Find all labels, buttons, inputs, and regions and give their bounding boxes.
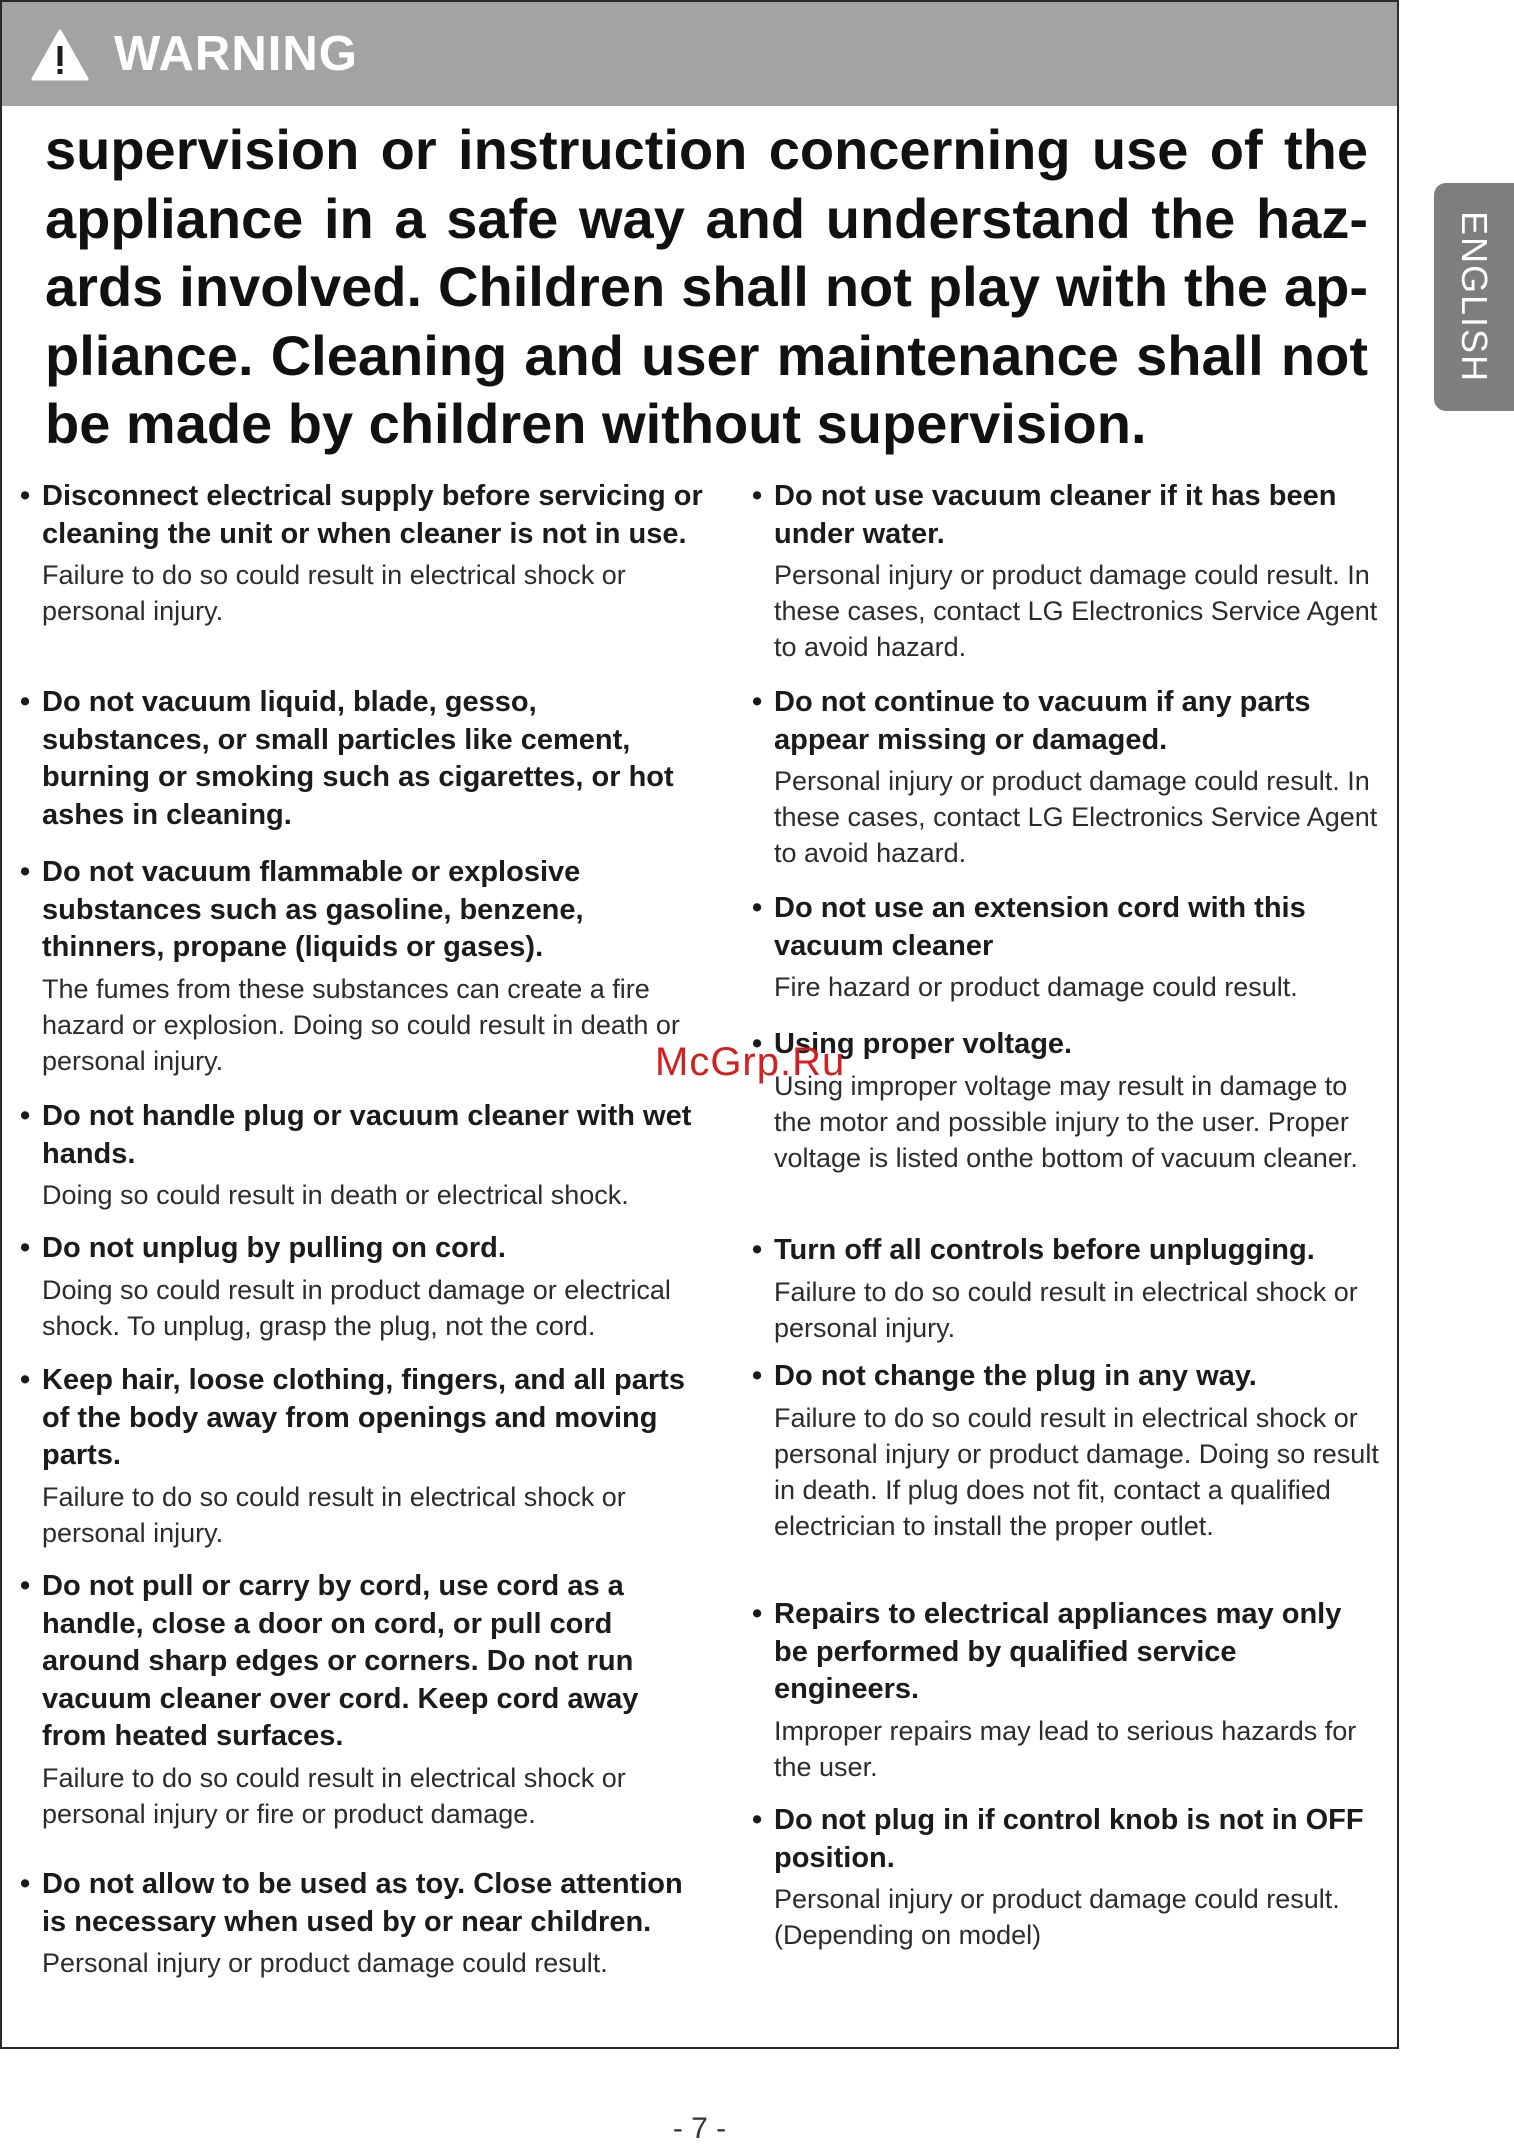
list-item — [20, 478, 710, 629]
item-description: Doing so could result in product damage or electrical shock. To unplug, grasp the plug, not the cord. — [42, 1274, 671, 1341]
item-title: • Do not unplug by pulling on cord. — [20, 1230, 710, 1268]
item-title: • Do not allow to be used as toy. Close attention is necessary when used by or near children. — [20, 1866, 710, 1941]
item-title: • Do not plug in if control knob is not in OFF position. — [752, 1802, 1382, 1877]
item-description: Personal injury or product damage could result. In these cases, contact LG Electronics Service Agent to avoid hazard. — [774, 766, 1378, 868]
item-description: Fire hazard or product damage could result. — [774, 972, 1298, 1002]
item-title: • Disconnect electrical supply before servicing or cleaning the unit or when cleaner is not in use. — [20, 478, 710, 553]
list-item — [752, 1232, 1382, 1346]
list-item — [752, 1358, 1382, 1544]
warning-title: WARNING — [114, 27, 358, 81]
list-item — [20, 1230, 710, 1344]
item-description: Using improper voltage may result in damage to the motor and possible injury to the user. Proper voltage is listed onthe bottom of vacuum cleaner. — [774, 1070, 1358, 1173]
item-title: • Do not use an extension cord with this vacuum cleaner — [752, 890, 1382, 965]
list-item — [20, 1866, 710, 1981]
item-title: • Do not change the plug in any way. — [752, 1358, 1382, 1396]
language-tab-label: ENGLISH — [1454, 210, 1495, 384]
list-item — [752, 478, 1382, 665]
item-title: • Repairs to electrical appliances may only be performed by qualified service engineers. — [752, 1596, 1382, 1709]
item-description: Failure to do so could result in electrical shock or personal injury or product damage. Doing so result in death. If plug does not fit, contact a qualified electrician to install the proper outlet. — [774, 1402, 1379, 1541]
item-description: Personal injury or product damage could result. (Depending on model) — [774, 1884, 1340, 1950]
item-title: • Do not vacuum liquid, blade, gesso, substances, or small particles like cement, burning or smoking such as cigarettes, or hot ashes in cleaning. — [20, 684, 710, 834]
item-title: • Do not handle plug or vacuum cleaner with wet hands. — [20, 1098, 710, 1173]
item-description: Failure to do so could result in electrical shock or personal injury. — [42, 1481, 626, 1548]
list-item — [752, 684, 1382, 871]
list-item — [752, 1026, 1382, 1176]
language-tab — [1434, 183, 1514, 411]
item-description: Improper repairs may lead to serious hazards for the user. — [774, 1715, 1357, 1782]
list-item — [20, 1568, 710, 1832]
item-description: Personal injury or product damage could result. — [42, 1948, 608, 1978]
item-description: Personal injury or product damage could result. In these cases, contact LG Electronics Service Agent to avoid hazard. — [774, 560, 1378, 662]
page-number: - 7 - — [672, 2112, 727, 2145]
item-description: Failure to do so could result in electrical shock or personal injury. — [42, 560, 626, 626]
item-description: Failure to do so could result in electrical shock or personal injury. — [774, 1276, 1358, 1343]
item-title: • Do not pull or carry by cord, use cord as a handle, close a door on cord, or pull cord around sharp edges or corners. Do not run vacuum cleaner over cord. Keep cord away from heated surfaces. — [20, 1568, 710, 1756]
list-item — [752, 1802, 1382, 1953]
list-item — [752, 1596, 1382, 1785]
item-title: • Using proper voltage. — [752, 1026, 1382, 1064]
warning-triangle-icon — [30, 28, 90, 82]
item-title: • Turn off all controls before unplugging. — [752, 1232, 1382, 1270]
item-title: • Do not continue to vacuum if any parts appear missing or damaged. — [752, 684, 1382, 759]
list-item — [752, 890, 1382, 1005]
item-description: Failure to do so could result in electrical shock or personal injury or fire or product damage. — [42, 1762, 626, 1829]
item-description: The fumes from these substances can create a fire hazard or explosion. Doing so could result in death or personal injury. — [42, 973, 680, 1076]
intro-paragraph: supervision or instruction concerning use of the appliance in a safe way and understand the haz-ards involved. Children shall not play with the ap-pliance. Cleaning and user maintenance shall not be made by children without supervision. — [45, 118, 1368, 455]
list-item — [20, 854, 710, 1079]
list-item — [20, 1362, 710, 1551]
warning-header — [2, 2, 1397, 106]
item-title: • Do not vacuum flammable or explosive substances such as gasoline, benzene, thinners, propane (liquids or gases). — [20, 854, 710, 967]
item-description: Doing so could result in death or electrical shock. — [42, 1180, 629, 1210]
list-item — [20, 1098, 710, 1213]
item-title: • Keep hair, loose clothing, fingers, and all parts of the body away from openings and moving parts. — [20, 1362, 710, 1475]
item-title: • Do not use vacuum cleaner if it has been under water. — [752, 478, 1382, 553]
list-item — [20, 684, 710, 834]
watermark: McGrp.Ru — [655, 1040, 846, 1084]
